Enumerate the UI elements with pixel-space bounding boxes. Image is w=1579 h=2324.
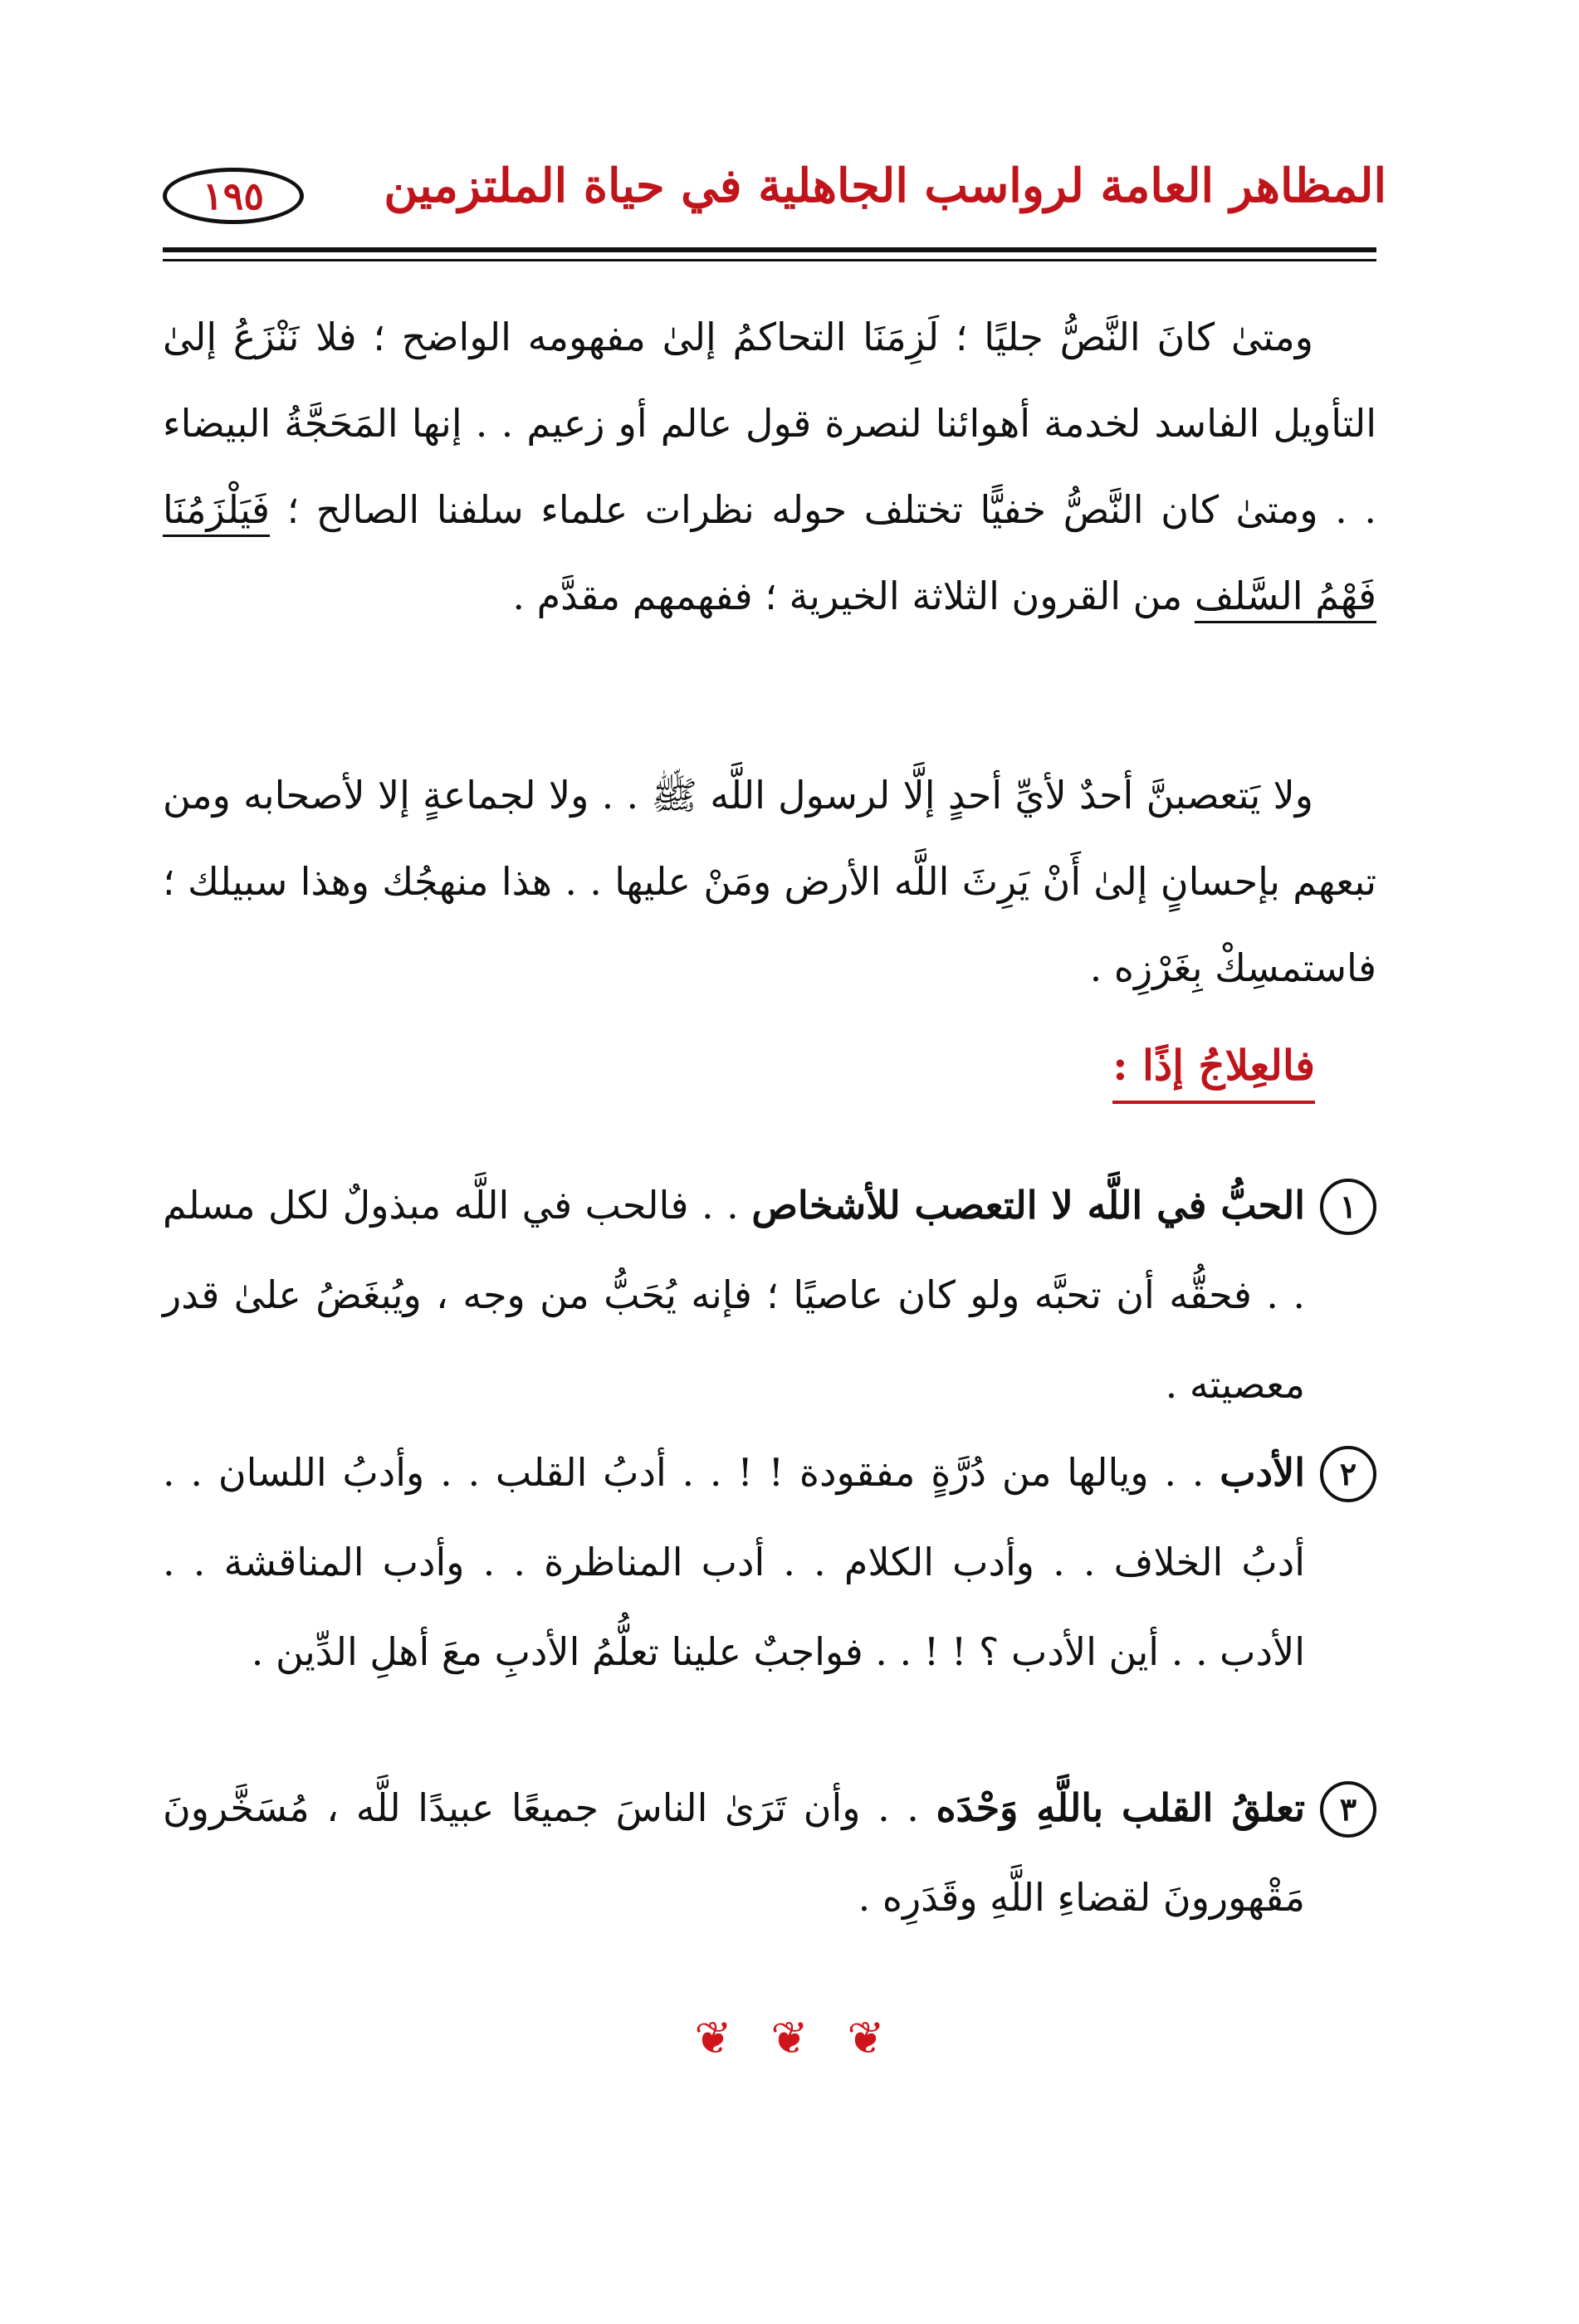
item-number-circle bbox=[1320, 1781, 1376, 1838]
item-bold-lead: الحبُّ في اللَّه لا التعصب للأشخاص bbox=[751, 1183, 1305, 1228]
item-bold-lead: تعلقُ القلب باللَّهِ وَحْدَه bbox=[936, 1785, 1305, 1830]
page-number-badge bbox=[163, 168, 304, 224]
paragraph-interpretation bbox=[163, 294, 1376, 639]
item-text bbox=[163, 1160, 1305, 1429]
item-bold-lead: الأدب bbox=[1220, 1450, 1305, 1495]
header-rule-thick bbox=[163, 247, 1376, 252]
end-ornament bbox=[686, 2014, 893, 2063]
paragraph1-text-b: من القرون الثلاثة الخيرية ؛ ففهمهم مقدَّم . bbox=[512, 574, 1195, 618]
running-header-title: المظاهر العامة لرواسب الجاهلية في حياة الملتزمين bbox=[384, 159, 1386, 213]
item-number: ٣ bbox=[1339, 1790, 1357, 1828]
floral-ornament-icon: ❦ bbox=[847, 2012, 885, 2064]
page-number: ١٩٥ bbox=[202, 173, 265, 218]
item-text bbox=[163, 1428, 1305, 1697]
list-item bbox=[163, 1160, 1376, 1429]
section-heading: فالعِلاجُ إذًا : bbox=[1112, 1041, 1315, 1104]
item-number-circle bbox=[1320, 1179, 1376, 1235]
paragraph-partisanship bbox=[163, 752, 1376, 1011]
list-item bbox=[163, 1428, 1376, 1697]
item-number: ٢ bbox=[1339, 1455, 1357, 1492]
paragraph1-text-a: ومتىٰ كانَ النَّصُّ جليًا ؛ لَزِمَنَا التحاكمُ إلىٰ مفهومه الواضح ؛ فلا نَنْزَعُ إلىٰ التأويل الفاسد لخدمة أهوائنا لنصرة قول عالم أو زعيم . . إنها المَحَجَّةُ البيضاء . . ومتىٰ كان النَّصُّ خفيًّا تختلف حوله نظرات علماء سلفنا الصالح ؛ bbox=[163, 315, 1376, 532]
list-item bbox=[163, 1763, 1376, 1942]
floral-ornament-icon: ❦ bbox=[770, 2012, 809, 2064]
item-body: . . فالحب في اللَّه مبذولٌ لكل مسلم . . فحقُّه أن تحبَّه ولو كان عاصيًا ؛ فإنه يُحَبُّ من وجه ، ويُبغَضُ علىٰ قدر معصيته . bbox=[163, 1183, 1305, 1407]
item-number-circle bbox=[1320, 1446, 1376, 1502]
header-rule-thin bbox=[163, 259, 1376, 261]
floral-ornament-icon: ❦ bbox=[694, 2012, 732, 2064]
paragraph2-text: ولا يَتعصبنَّ أحدٌ لأيِّ أحدٍ إلَّا لرسول اللَّه ﷺ . . ولا لجماعةٍ إلا لأصحابه ومن تبعهم بإحسانٍ إلىٰ أَنْ يَرِثَ اللَّه الأرض ومَنْ عليها . . هذا منهجُك وهذا سبيلك ؛ فاستمسِكْ بِغَرْزِه . bbox=[163, 773, 1376, 990]
item-number: ١ bbox=[1339, 1188, 1357, 1225]
item-text bbox=[163, 1763, 1305, 1942]
item-body: . . وأن تَرَىٰ الناسَ جميعًا عبيدًا للَّه ، مُسَخَّرونَ مَقْهورونَ لقضاءِ اللَّهِ وقَدَرِه . bbox=[163, 1785, 1305, 1920]
item-body: . . ويالها من دُرَّةٍ مفقودة ! ! . . أدبُ القلب . . وأدبُ اللسان . . أدبُ الخلاف . . وأدب الكلام . . أدب المناظرة . . وأدب المناقشة . . الأدب . . أين الأدب ؟ ! ! . . فواجبٌ علينا تعلُّمُ الأدبِ معَ أهلِ الدِّين . bbox=[163, 1450, 1305, 1674]
paragraph1-underlined-text: فَيَلْزَمُنَا فَهْمُ السَّلف bbox=[163, 487, 1376, 618]
